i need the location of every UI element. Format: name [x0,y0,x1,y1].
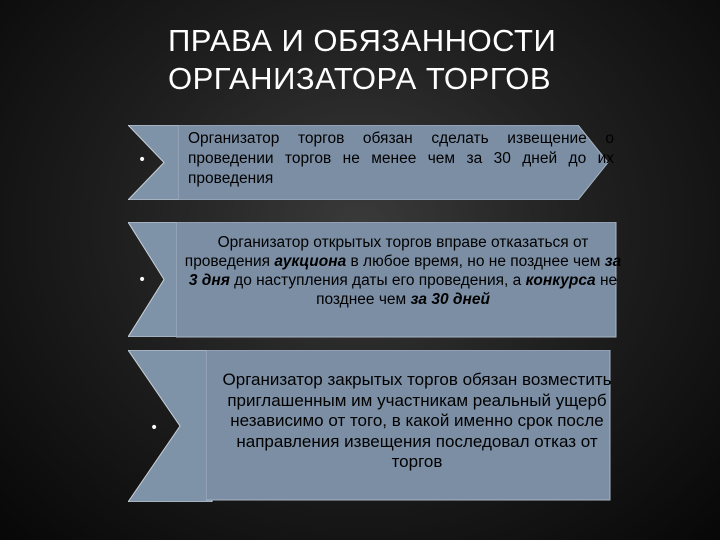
item-2-text-part: не позднее чем [316,272,618,308]
item-1-text: Организатор торгов обязан сделать извещение о проведении торгов не менее чем за 30 дней до их проведения [188,130,614,187]
slide-title-line-1: ПРАВА И ОБЯЗАННОСТИ [168,23,557,58]
slide-title-line-2: ОРГАНИЗАТОРА ТОРГОВ [168,61,552,96]
item-2-bullet: • [138,272,147,288]
item-1-bullet: • [138,152,147,168]
item-3-chevron [128,350,214,502]
item-3-text: Организатор закрытых торгов обязан возместить приглашенным им участникам реальный ущерб независимо от того, в какой именно срок после направления извещения последовал отказ от торгов [222,370,612,471]
item-3-bullet: • [150,420,159,436]
item-1-chevron [128,125,184,200]
slide-title [168,22,638,98]
item-2-text-part: Организатор открытых торгов вправе отказаться от проведения [184,234,589,270]
item-2-text-part: в любое время, но не позднее чем [346,253,605,270]
item-2-emphasis-contest: конкурса [525,272,596,289]
item-2-emphasis-3-days: за 3 дня [188,253,622,289]
item-2-text [178,225,632,344]
item-2-text-part: до наступления даты его проведения, а [229,272,526,289]
item-2-emphasis-auction: аукциона [274,253,347,270]
item-2-emphasis-30-days: за 30 дней [410,291,490,308]
